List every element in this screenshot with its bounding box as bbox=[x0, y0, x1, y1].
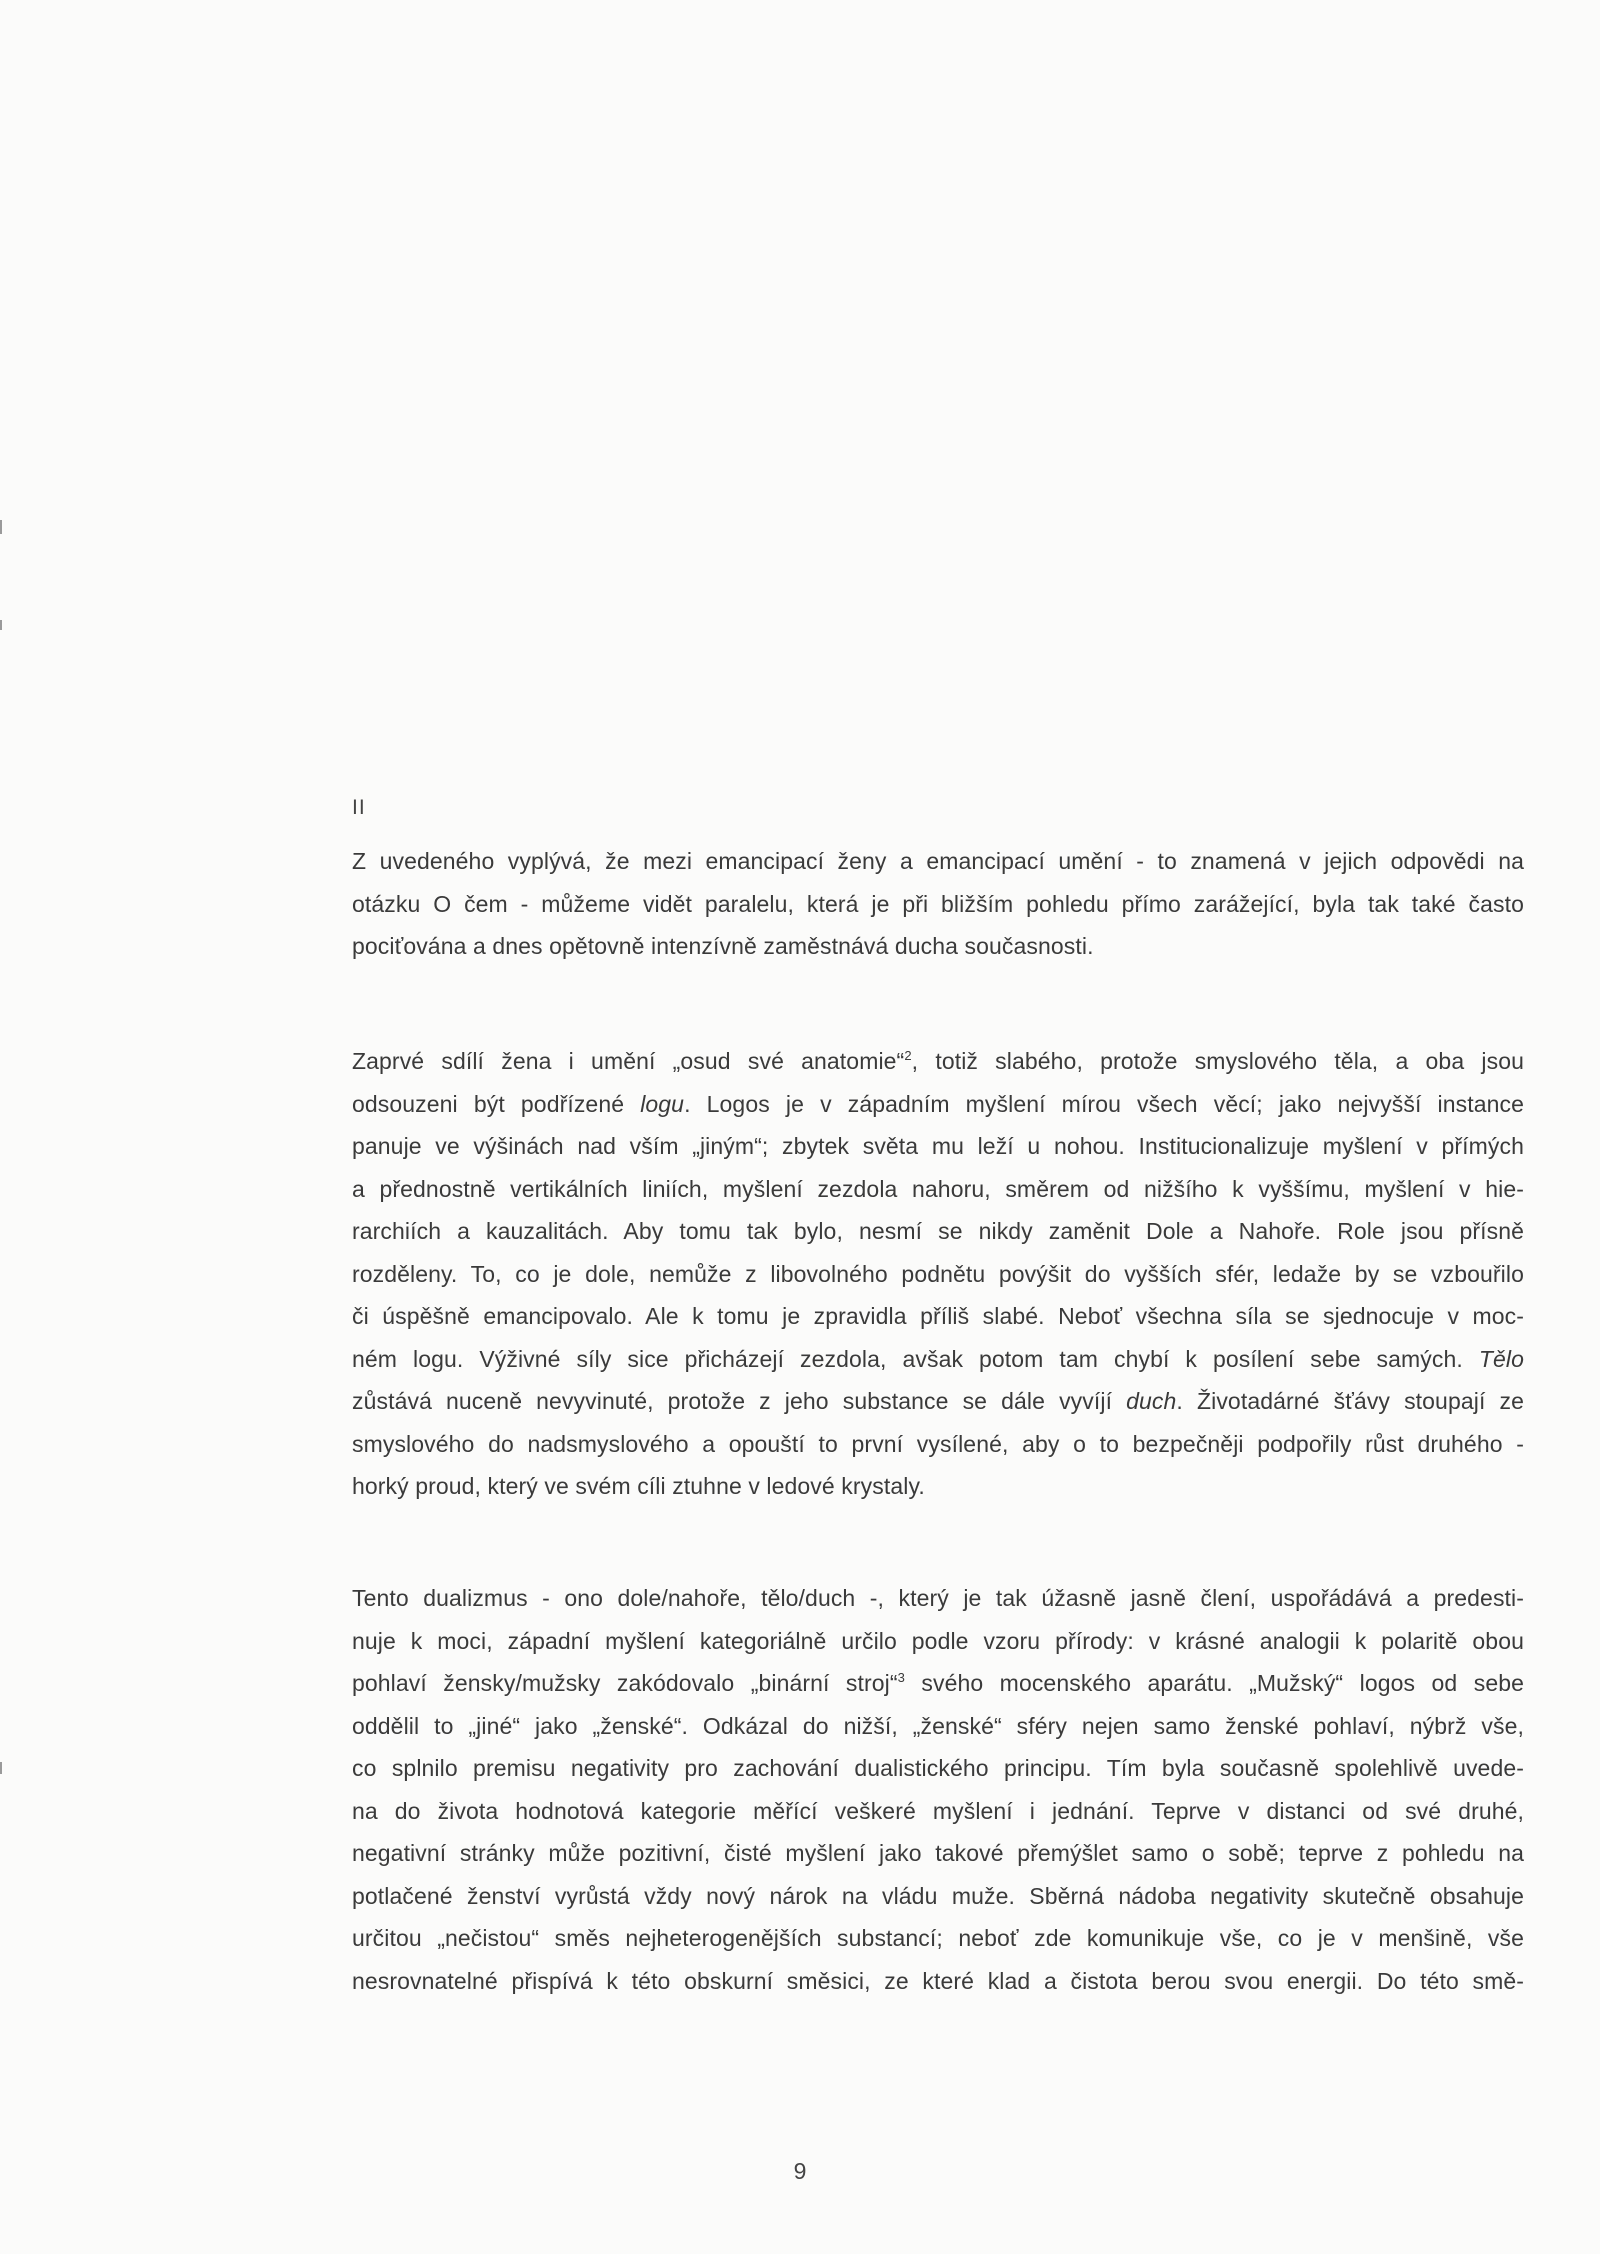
paragraph-1 bbox=[352, 840, 1524, 968]
paragraph-2 bbox=[352, 1040, 1524, 1508]
scan-edge-mark bbox=[0, 1762, 2, 1774]
section-marker: II bbox=[352, 796, 366, 819]
footnote-ref: 3 bbox=[897, 1670, 905, 1685]
text-line: určitou „nečistou“ směs nejheterogenějších substancí; neboť zde komunikuje vše, co je v menšině, vše bbox=[352, 1925, 1524, 1951]
text-fragment: , totiž slabého, protože smyslového těla, a oba jsou bbox=[911, 1048, 1524, 1074]
text-line: potlačené ženství vyrůstá vždy nový nárok na vládu muže. Sběrná nádoba negativity skutečně obsahuje bbox=[352, 1882, 1524, 1909]
text-line: otázku O čem - můžeme vidět paralelu, která je při bližším pohledu přímo zarážející, byla tak také často bbox=[352, 890, 1524, 917]
text-line bbox=[352, 1380, 1524, 1423]
text-line: rozděleny. To, co je dole, nemůže z libovolného podnětu povýšit do vyšších sfér, ledaže by se vzbouřilo bbox=[352, 1260, 1524, 1287]
scan-edge-mark bbox=[0, 520, 2, 534]
text-line: co splnilo premisu negativity pro zachování dualistického principu. Tím byla současně spolehlivě uvede- bbox=[352, 1755, 1524, 1781]
text-line: Tento dualizmus - ono dole/nahoře, tělo/duch -, který je tak úžasně jasně člení, uspořádává a predesti- bbox=[352, 1585, 1524, 1611]
text-line bbox=[352, 1040, 1524, 1083]
emphasis-text: duch bbox=[1126, 1388, 1177, 1414]
text-fragment: . Logos je v západním myšlení mírou všech věcí; jako nejvyšší instance bbox=[684, 1090, 1524, 1117]
text-fragment: zůstává nuceně nevyvinuté, protože z jeho substance se dále vyvíjí bbox=[352, 1388, 1127, 1414]
text-line: nesrovnatelné přispívá k této obskurní směsici, ze které klad a čistota berou svou energii. Do této smě- bbox=[352, 1967, 1524, 1994]
text-line: Z uvedeného vyplývá, že mezi emancipací ženy a emancipací umění - to znamená v jejich odpovědi na bbox=[352, 848, 1524, 874]
text-line: pociťována a dnes opětovně intenzívně zaměstnává ducha současnosti. bbox=[352, 933, 1094, 959]
text-line: horký proud, který ve svém cíli ztuhne v ledové krystaly. bbox=[352, 1473, 925, 1499]
text-line: oddělil to „jiné“ jako „ženské“. Odkázal do nižší, „ženské“ sféry nejen samo ženské pohlaví, nýbrž vše, bbox=[352, 1712, 1524, 1739]
text-fragment: Zaprvé sdílí žena i umění „osud své anatomie“ bbox=[352, 1048, 905, 1074]
paragraph-3 bbox=[352, 1577, 1524, 2002]
text-fragment: svého mocenského aparátu. „Mužský“ logos od sebe bbox=[904, 1670, 1524, 1696]
footnote-ref: 2 bbox=[904, 1048, 912, 1063]
page-number: 9 bbox=[793, 2158, 807, 2184]
emphasis-text: Tělo bbox=[1478, 1345, 1524, 1372]
text-line: a přednostně vertikálních liniích, myšlení zezdola nahoru, směrem od nižšího k vyššímu, myšlení v hie- bbox=[352, 1175, 1524, 1202]
text-fragment: odsouzeni být podřízené bbox=[352, 1090, 641, 1117]
text-line: nuje k moci, západní myšlení kategoriálně určilo podle vzoru přírody: v krásné analogii k polaritě obou bbox=[352, 1627, 1524, 1654]
text-line: rarchiích a kauzalitách. Aby tomu tak bylo, nesmí se nikdy zaměnit Dole a Nahoře. Role jsou přísně bbox=[352, 1218, 1524, 1244]
text-line bbox=[352, 1662, 1524, 1705]
scan-edge-mark bbox=[0, 620, 2, 630]
text-line: na do života hodnotová kategorie měřící veškeré myšlení i jednání. Teprve v distanci od své druhé, bbox=[352, 1797, 1524, 1824]
text-fragment: ném logu. Výživné síly sice přicházejí zezdola, avšak potom tam chybí k posílení sebe samých. bbox=[352, 1345, 1479, 1372]
emphasis-text: logu bbox=[640, 1090, 685, 1117]
text-line: smyslového do nadsmyslového a opouští to první vysílené, aby o to bezpečněji podpořily růst druhého - bbox=[352, 1430, 1524, 1457]
text-fragment: pohlaví žensky/mužsky zakódovalo „binární stroj“ bbox=[352, 1670, 898, 1696]
text-line: či úspěšně emancipovalo. Ale k tomu je zpravidla příliš slabé. Neboť všechna síla se sjednocuje v moc- bbox=[352, 1303, 1524, 1329]
text-line bbox=[352, 1083, 1524, 1126]
text-line: panuje ve výšinách nad vším „jiným“; zbytek světa mu leží u nohou. Institucionalizuje myšlení v přímých bbox=[352, 1133, 1524, 1159]
text-line bbox=[352, 1338, 1524, 1381]
text-line: negativní stránky může pozitivní, čisté myšlení jako takové přemýšlet samo o sobě; teprve z pohledu na bbox=[352, 1840, 1524, 1866]
text-fragment: . Životadárné šťávy stoupají ze bbox=[1176, 1388, 1524, 1414]
